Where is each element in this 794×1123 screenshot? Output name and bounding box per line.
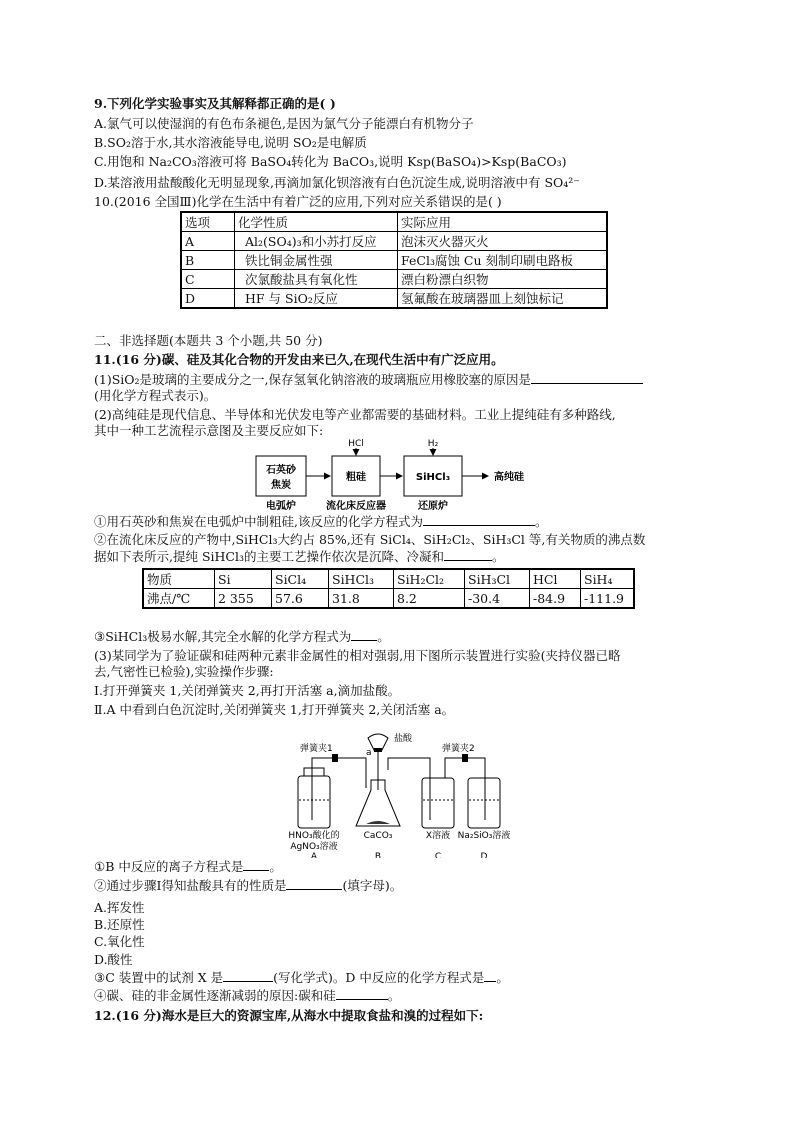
- bottle-d-label: Na₂SiO₃溶液: [457, 831, 511, 841]
- flow-label1: 电弧炉: [266, 501, 296, 512]
- flow-label3: 还原炉: [418, 501, 448, 512]
- bottle-a-icon: [298, 776, 330, 828]
- q11-option-d: D.酸性: [94, 952, 133, 967]
- answer-blank[interactable]: [336, 988, 388, 1000]
- q11-q3: ③C 装置中的试剂 X 是 (写化学式)。D 中反应的化学方程式是 。: [94, 970, 509, 985]
- q11-sub2-line2: 据如下表所示,提纯 SiHCl₃的主要工艺操作依次是沉降、冷凝和 。: [94, 549, 505, 564]
- stopcock-label: a: [366, 748, 372, 758]
- clip1-label: 弹簧夹1: [300, 744, 333, 754]
- bottle-a-label1: HNO₃酸化的: [288, 831, 340, 841]
- flow-input-h2: H₂: [427, 439, 439, 449]
- flow-input-hcl: HCl: [348, 439, 364, 449]
- boiling-point-table: [142, 568, 635, 609]
- answer-blank[interactable]: [243, 859, 269, 871]
- q11-part3-line2: 去,气密性已检验),实验操作步骤:: [94, 664, 274, 679]
- answer-blank[interactable]: [286, 878, 342, 890]
- answer-blank[interactable]: [444, 549, 492, 561]
- table-row: D HF 与 SiO₂反应 氢氟酸在玻璃器皿上刻蚀标记: [181, 289, 607, 309]
- table-row: 选项 化学性质 实际应用: [181, 212, 607, 232]
- apparatus-diagram: [270, 728, 540, 858]
- bottle-d-icon: [468, 778, 500, 828]
- stopcock-a-icon[interactable]: [374, 748, 382, 752]
- q9-option-d: D.某溶液用盐酸酸化无明显现象,再滴加氯化钡溶液有白色沉淀生成,说明溶液中有 SO₄²⁻: [94, 175, 580, 190]
- bottle-a-label2: AgNO₃溶液: [290, 842, 338, 852]
- flow-box2: 粗硅: [346, 472, 366, 483]
- clip2-icon[interactable]: [462, 754, 468, 762]
- flow-box1-line1: 石英砂: [266, 465, 296, 476]
- q11-q2: ②通过步骤Ⅰ得知盐酸具有的性质是 (填字母)。: [94, 878, 403, 893]
- q11-sub2-line1: ②在流化床反应的产物中,SiHCl₃大约占 85%,还有 SiCl₄、SiH₂Cl₂、SiH₃Cl 等,有关物质的沸点数: [94, 532, 646, 547]
- q11-q4: ④碳、硅的非金属性逐渐减弱的原因:碳和硅 。: [94, 988, 401, 1003]
- q10-stem: 10.(2016 全国Ⅲ)化学在生活中有着广泛的应用,下列对应关系错误的是( ): [94, 194, 502, 209]
- q11-q1: ①B 中反应的离子方程式是 。: [94, 859, 282, 874]
- q11-stem: 11.(16 分)碳、硅及其化合物的开发由来已久,在现代生活中有广泛应用。: [94, 352, 504, 367]
- answer-blank[interactable]: [223, 970, 273, 982]
- acid-label: 盐酸: [394, 734, 413, 744]
- table-row: 物质 Si SiCl₄ SiHCl₃ SiH₂Cl₂ SiH₃Cl HCl SiH₄: [143, 569, 634, 589]
- q11-option-c: C.氧化性: [94, 934, 145, 949]
- q11-part1-line2: (用化学方程式表示)。: [94, 388, 217, 403]
- q11-part1-line1: (1)SiO₂是玻璃的主要成分之一,保存氢氧化钠溶液的玻璃瓶应用橡胶塞的原因是: [94, 372, 643, 388]
- q11-part2-line1: (2)高纯硅是现代信息、半导体和光伏发电等产业都需要的基础材料。工业上提纯硅有多种路线,: [94, 407, 616, 422]
- answer-blank[interactable]: [423, 514, 535, 526]
- flask-b-label: CaCO₃: [363, 831, 393, 841]
- q9-option-c: C.用饱和 Na₂CO₃溶液可将 BaSO₄转化为 BaCO₃,说明 Ksp(BaSO₄)>Ksp(BaCO₃): [94, 154, 567, 169]
- process-flow-diagram: [248, 436, 568, 514]
- section-heading: 二、非选择题(本题共 3 个小题,共 50 分): [94, 333, 323, 348]
- flow-box1-line2: 焦炭: [271, 480, 291, 491]
- q11-option-a: A.挥发性: [94, 900, 145, 915]
- answer-blank[interactable]: [351, 629, 377, 641]
- answer-blank[interactable]: [531, 372, 643, 384]
- answer-blank[interactable]: [484, 970, 496, 982]
- bottle-c-label: X溶液: [425, 831, 451, 841]
- table-row: 沸点/℃ 2 355 57.6 31.8 8.2 -30.4 -84.9 -111.9: [143, 589, 634, 609]
- apparatus-c: C: [434, 852, 442, 858]
- q9-stem: 9.下列化学实验事实及其解释都正确的是( ): [94, 96, 336, 111]
- flow-label2: 流化床反应器: [326, 501, 386, 512]
- q9-option-a: A.氯气可以使湿润的有色布条褪色,是因为氯气分子能漂白有机物分子: [94, 116, 474, 131]
- q11-part3-line1: (3)某同学为了验证碳和硅两种元素非金属性的相对强弱,用下图所示装置进行实验(夹持仪器已略: [94, 648, 621, 663]
- table-row: B 铁比铜金属性强 FeCl₃腐蚀 Cu 刻制印刷电路板: [181, 251, 607, 270]
- q11-step2: Ⅱ.A 中看到白色沉淀时,关闭弹簧夹 1,打开弹簧夹 2,关闭活塞 a。: [94, 702, 455, 717]
- q11-step1: Ⅰ.打开弹簧夹 1,关闭弹簧夹 2,再打开活塞 a,滴加盐酸。: [94, 683, 401, 698]
- apparatus-a: A: [310, 852, 318, 858]
- apparatus-b: B: [374, 852, 382, 858]
- bottle-c-icon: [422, 778, 454, 828]
- flow-box3: SiHCl₃: [415, 472, 451, 483]
- flow-output: 高纯硅: [494, 472, 524, 483]
- table-row: A Al₂(SO₄)₃和小苏打反应 泡沫灭火器灭火: [181, 232, 607, 251]
- q11-sub1: ①用石英砂和焦炭在电弧炉中制粗硅,该反应的化学方程式为 。: [94, 514, 548, 529]
- q9-option-b: B.SO₂溶于水,其水溶液能导电,说明 SO₂是电解质: [94, 135, 367, 150]
- q11-option-b: B.还原性: [94, 917, 145, 932]
- q12-stem: 12.(16 分)海水是巨大的资源宝库,从海水中提取食盐和溴的过程如下:: [94, 1008, 484, 1023]
- clip1-icon[interactable]: [332, 754, 338, 762]
- apparatus-d: D: [480, 852, 488, 858]
- q11-part2-line2: 其中一种工艺流程示意图及主要反应如下:: [94, 423, 324, 438]
- q11-sub3: ③SiHCl₃极易水解,其完全水解的化学方程式为 。: [94, 629, 390, 644]
- q10-table: [180, 211, 608, 309]
- table-row: C 次氯酸盐具有氧化性 漂白粉漂白织物: [181, 270, 607, 289]
- clip2-label: 弹簧夹2: [442, 744, 475, 754]
